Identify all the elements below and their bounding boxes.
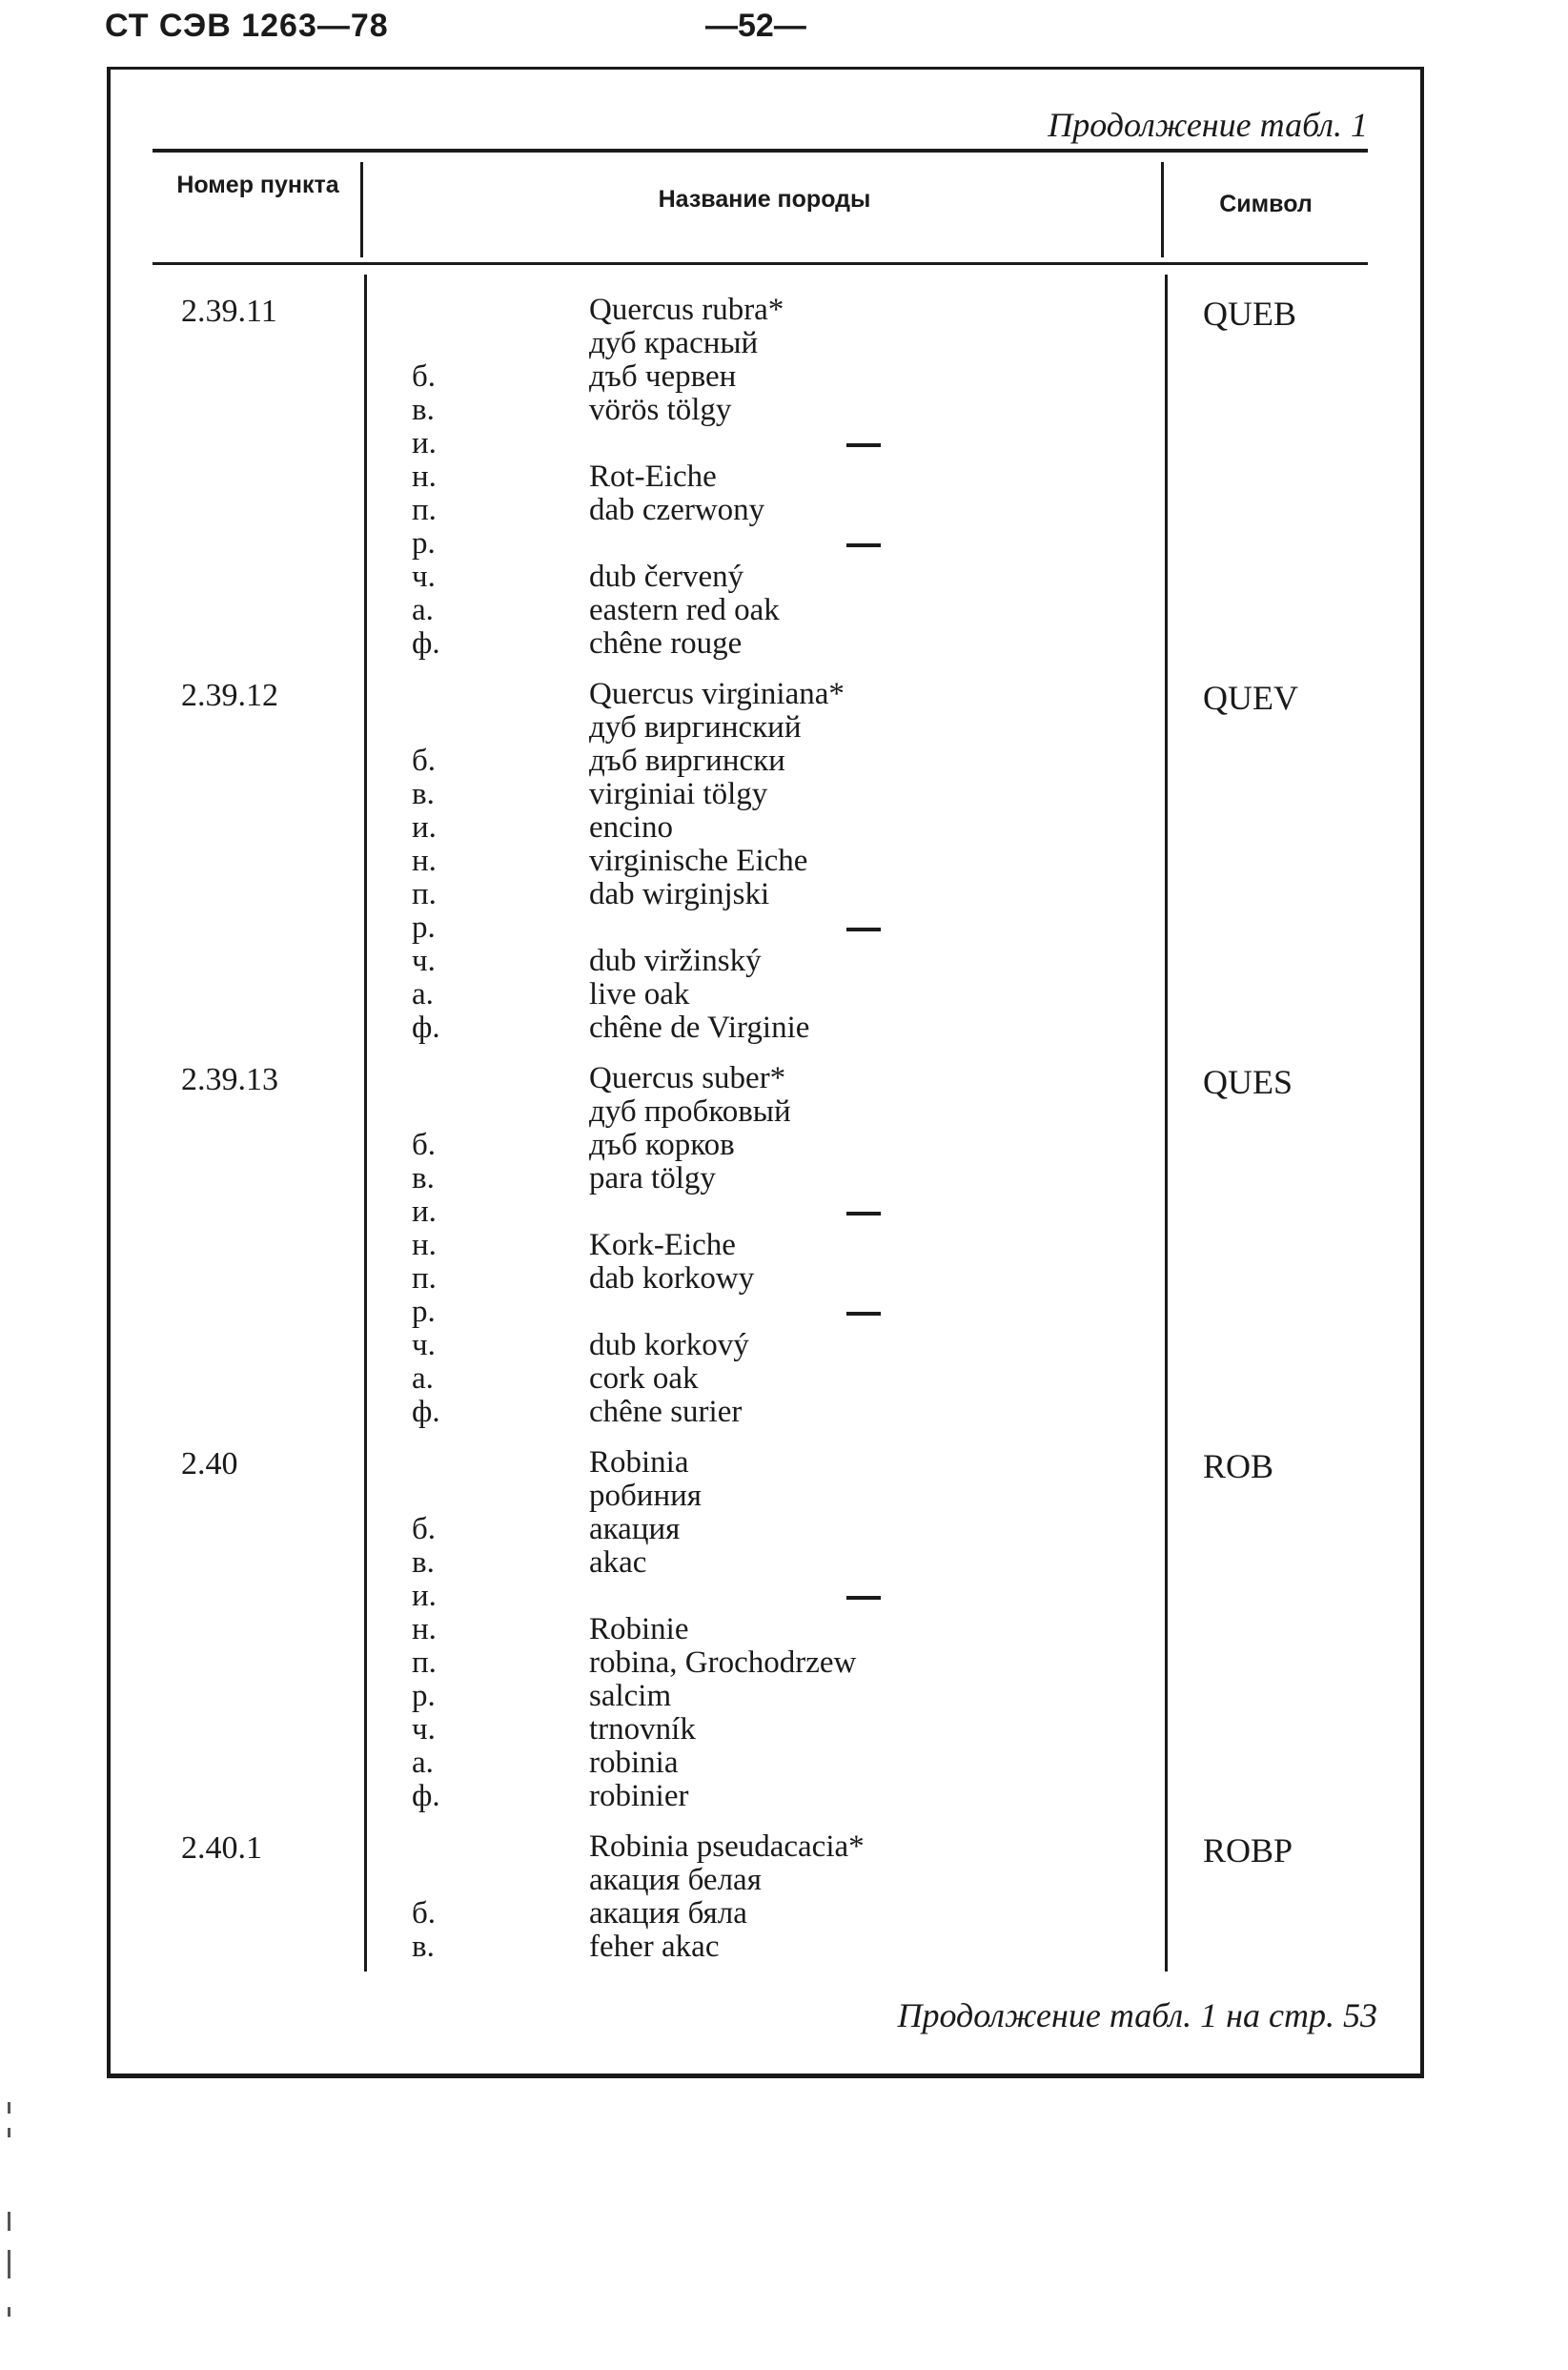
language-code: н. (412, 1228, 437, 1262)
page-number: —52— (705, 8, 806, 44)
translation-term: eastern red oak (589, 593, 780, 627)
language-code: в. (412, 1545, 435, 1580)
translation-term: salcim (589, 1679, 672, 1713)
table-body (153, 286, 1368, 1964)
translation-term: dab wirginjski (589, 877, 770, 911)
translation-term: дъб червен (589, 359, 737, 394)
translation-term: Rot-Eiche (589, 460, 717, 494)
translation-term: dub viržinský (589, 944, 762, 978)
translation-term: акация бяла (589, 1896, 747, 1931)
scan-mark (8, 2307, 10, 2317)
no-term-dash (846, 1212, 881, 1216)
translation-term: Kork-Eiche (589, 1228, 736, 1262)
language-code: п. (412, 1261, 437, 1296)
russian-name: дуб виргинский (589, 710, 802, 745)
scan-mark (8, 2102, 10, 2114)
language-code: в. (412, 1161, 435, 1195)
russian-name: дуб красный (589, 326, 759, 360)
language-code: п. (412, 493, 437, 527)
translation-term: live oak (589, 977, 690, 1011)
no-term-dash (846, 1596, 881, 1600)
translation-term: robinia (589, 1746, 679, 1780)
translation-term: chêne surier (589, 1395, 743, 1429)
entry-symbol: ROB (1203, 1447, 1274, 1485)
russian-name: дуб пробковый (589, 1094, 791, 1129)
translation-term: trnovník (589, 1712, 696, 1747)
document-code: СТ СЭВ 1263—78 (105, 8, 389, 44)
language-code: ф. (412, 626, 440, 661)
language-code: и. (412, 1579, 437, 1613)
entry-number: 2.40 (181, 1446, 238, 1481)
language-code: б. (412, 1128, 437, 1162)
language-code: в. (412, 393, 435, 427)
entry-symbol: QUEB (1203, 295, 1296, 333)
translation-term: virginische Eiche (589, 844, 808, 878)
table-entry (153, 1054, 1368, 1439)
translation-term: акация (589, 1512, 681, 1546)
latin-name: Robinia pseudacacia* (589, 1829, 865, 1864)
language-code: р. (412, 910, 436, 945)
scan-mark (8, 2212, 10, 2231)
translation-term: robina, Grochodrzew (589, 1645, 857, 1680)
translation-term: feher akac (589, 1930, 720, 1964)
language-code: н. (412, 844, 437, 878)
language-code: и. (412, 426, 437, 460)
latin-name: Quercus suber* (589, 1061, 786, 1095)
column-divider-left-header (360, 162, 363, 257)
no-term-dash (846, 543, 881, 547)
translation-term: para tölgy (589, 1161, 716, 1195)
language-code: н. (412, 460, 437, 494)
language-code: в. (412, 1930, 435, 1964)
translation-term: akac (589, 1545, 647, 1580)
language-code: б. (412, 359, 437, 394)
language-code: б. (412, 1896, 437, 1931)
translation-term: dub korkový (589, 1328, 749, 1362)
entry-number: 2.39.13 (181, 1062, 278, 1097)
translation-term: дъб виргински (589, 744, 785, 778)
translation-term: Robinie (589, 1612, 689, 1646)
language-code: р. (412, 1679, 436, 1713)
table-top-rule (153, 149, 1368, 153)
translation-term: chêne de Virginie (589, 1011, 810, 1045)
entry-number: 2.39.12 (181, 678, 278, 713)
entry-number: 2.39.11 (181, 294, 277, 329)
translation-term: encino (589, 810, 673, 845)
language-code: б. (412, 1512, 437, 1546)
translation-term: cork oak (589, 1361, 699, 1396)
latin-name: Quercus rubra* (589, 293, 784, 327)
translation-term: dab korkowy (589, 1261, 755, 1296)
translation-term: chêne rouge (589, 626, 743, 661)
language-code: ч. (412, 1328, 436, 1362)
translation-term: vörös tölgy (589, 393, 732, 427)
language-code: а. (412, 977, 434, 1011)
scan-mark (8, 2128, 10, 2137)
table-header-rule (153, 262, 1368, 265)
language-code: р. (412, 1295, 436, 1329)
language-code: ф. (412, 1395, 440, 1429)
column-header-symbol: Символ (1219, 191, 1313, 217)
table-entry (153, 1823, 1368, 1964)
table-continued-label: Продолжение табл. 1 (1048, 106, 1368, 144)
table-continued-footer: Продолжение табл. 1 на стр. 53 (897, 1996, 1377, 2034)
translation-term: robinier (589, 1779, 689, 1813)
table-entry (153, 670, 1368, 1054)
latin-name: Quercus virginiana* (589, 677, 845, 711)
russian-name: робиния (589, 1479, 702, 1513)
no-term-dash (846, 1312, 881, 1316)
scan-mark (8, 2250, 10, 2278)
language-code: ч. (412, 560, 436, 594)
language-code: а. (412, 593, 434, 627)
no-term-dash (846, 928, 881, 931)
column-header-number: Номер пункта (176, 172, 339, 198)
translation-term: dab czerwony (589, 493, 765, 527)
translation-term: dub červený (589, 560, 744, 594)
translation-term: дъб корков (589, 1128, 735, 1162)
language-code: и. (412, 1195, 437, 1229)
language-code: ф. (412, 1011, 440, 1045)
entry-symbol: QUEV (1203, 679, 1298, 717)
language-code: ф. (412, 1779, 440, 1813)
language-code: п. (412, 877, 437, 911)
language-code: н. (412, 1612, 437, 1646)
language-code: и. (412, 810, 437, 845)
entry-symbol: ROBP (1203, 1831, 1293, 1869)
language-code: а. (412, 1361, 434, 1396)
language-code: а. (412, 1746, 434, 1780)
language-code: п. (412, 1645, 437, 1680)
language-code: ч. (412, 1712, 436, 1747)
table-entry (153, 1439, 1368, 1823)
language-code: р. (412, 526, 436, 561)
language-code: в. (412, 777, 435, 811)
column-header-name: Название породы (658, 186, 871, 213)
entry-symbol: QUES (1203, 1063, 1293, 1101)
translation-term: virginiai tölgy (589, 777, 768, 811)
latin-name: Robinia (589, 1445, 689, 1480)
no-term-dash (846, 443, 881, 447)
russian-name: акация белая (589, 1863, 762, 1897)
entry-number: 2.40.1 (181, 1830, 262, 1866)
language-code: ч. (412, 944, 436, 978)
language-code: б. (412, 744, 437, 778)
table-entry (153, 286, 1368, 670)
